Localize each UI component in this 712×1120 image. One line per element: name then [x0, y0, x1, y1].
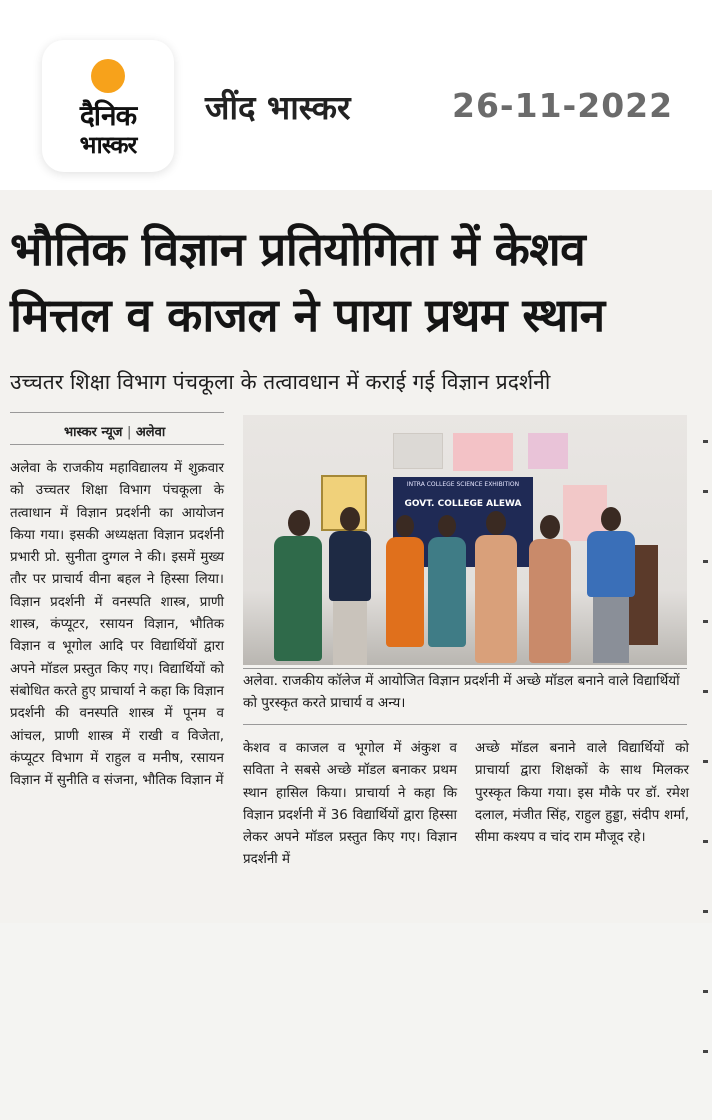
byline-place: अलेवा: [135, 425, 166, 440]
dainik-bhaskar-logo[interactable]: [42, 40, 174, 172]
person: [583, 507, 639, 665]
article-column-3: अच्छे मॉडल बनाने वाले विद्यार्थियों को प्राचार्या द्वारा शिक्षकों के साथ मिलकर पुरस्कृत किया गया। इस मौके पर डॉ. रमेश दलाल, मंजीत सिंह, राहुल हुड्डा, संदीप शर्मा, सीमा कश्यप व चांद राम मौजूद रहे।: [475, 741, 689, 846]
byline-source: भास्कर न्यूज: [64, 425, 123, 440]
edition-date: 26-11-2022: [452, 86, 674, 125]
person: [268, 510, 328, 665]
adjacent-column-edge: [700, 430, 712, 1120]
headline-line2: मित्तल व काजल ने पाया प्रथम स्थान: [10, 288, 605, 342]
banner-title-text: GOVT. COLLEGE ALEWA: [404, 499, 522, 509]
event-photo: [243, 415, 687, 665]
divider: [10, 412, 224, 413]
person: [471, 511, 521, 665]
logo-text-line1: दैनिक: [79, 99, 137, 132]
wall-window: [393, 433, 443, 469]
photo-caption: अलेवा. राजकीय कॉलेज में आयोजित विज्ञान प्रदर्शनी में अच्छे मॉडल बनाने वाले विद्यार्थियों को पुरस्कृत करते प्राचार्य व अन्य।: [243, 673, 680, 711]
article-column-2: केशव व काजल व भूगोल में अंकुश व सविता ने सबसे अच्छे मॉडल बनाकर प्रथम स्थान हासिल किया। प्राचार्या ने कहा कि विज्ञान प्रदर्शनी में 36 विद्यार्थियों द्वारा हिस्सा लेकर अपने मॉडल प्रस्तुत किए गए। विज्ञान प्रदर्शनी में: [243, 741, 457, 868]
banner-top-text: INTRA COLLEGE SCIENCE EXHIBITION: [406, 481, 520, 488]
person: [383, 515, 427, 665]
person: [325, 507, 375, 665]
byline: [64, 422, 165, 440]
divider: [243, 668, 687, 669]
wall-poster: [528, 433, 568, 469]
edition-title: जींद भास्कर: [205, 88, 351, 127]
divider: [243, 724, 687, 725]
headline-line1: भौतिक विज्ञान प्रतियोगिता में केशव: [10, 222, 586, 276]
divider: [10, 444, 224, 445]
subheadline: उच्चतर शिक्षा विभाग पंचकूला के तत्वावधान में कराई गई विज्ञान प्रदर्शनी: [10, 370, 551, 394]
article-column-1: अलेवा के राजकीय महाविद्यालय में शुक्रवार को उच्चतर शिक्षा विभाग पंचकूला के तत्वाधान में विज्ञान प्रदर्शनी का आयोजन किया गया। इसकी अध्यक्षता विज्ञान प्रदर्शनी प्रभारी प्रो. सुनीता दुग्गल ने की। इसमें मुख्य तौर पर प्राचार्य वीना बहल ने हिस्सा लिया। विज्ञान प्रदर्शनी में वनस्पति शास्त्र, प्राणी शास्त्र, कंप्यूटर, रसायन विज्ञान, भौतिक विज्ञान व भूगोल आदि पर विद्यार्थियों द्वारा अपने मॉडल प्रस्तुत किए गए। विद्यार्थियों को संबोधित करते हुए प्राचार्या ने कहा कि विज्ञान प्रदर्शनी की वनस्पति शास्त्र में पूनम व आंचल, प्राणी शास्त्र में राखी व विजेता, कंप्यूटर विभाग में राहुल व मनीष, रसायन विज्ञान में सुनीति व संजना, भौतिक विज्ञान में: [10, 461, 224, 789]
logo-text-line2: भास्कर: [79, 131, 137, 159]
person: [525, 515, 575, 665]
sun-icon: [91, 59, 125, 93]
byline-separator: |: [126, 425, 132, 440]
person: [425, 515, 469, 665]
header-bar: [0, 0, 712, 190]
newspaper-clipping: [0, 190, 712, 923]
wall-poster: [453, 433, 513, 471]
